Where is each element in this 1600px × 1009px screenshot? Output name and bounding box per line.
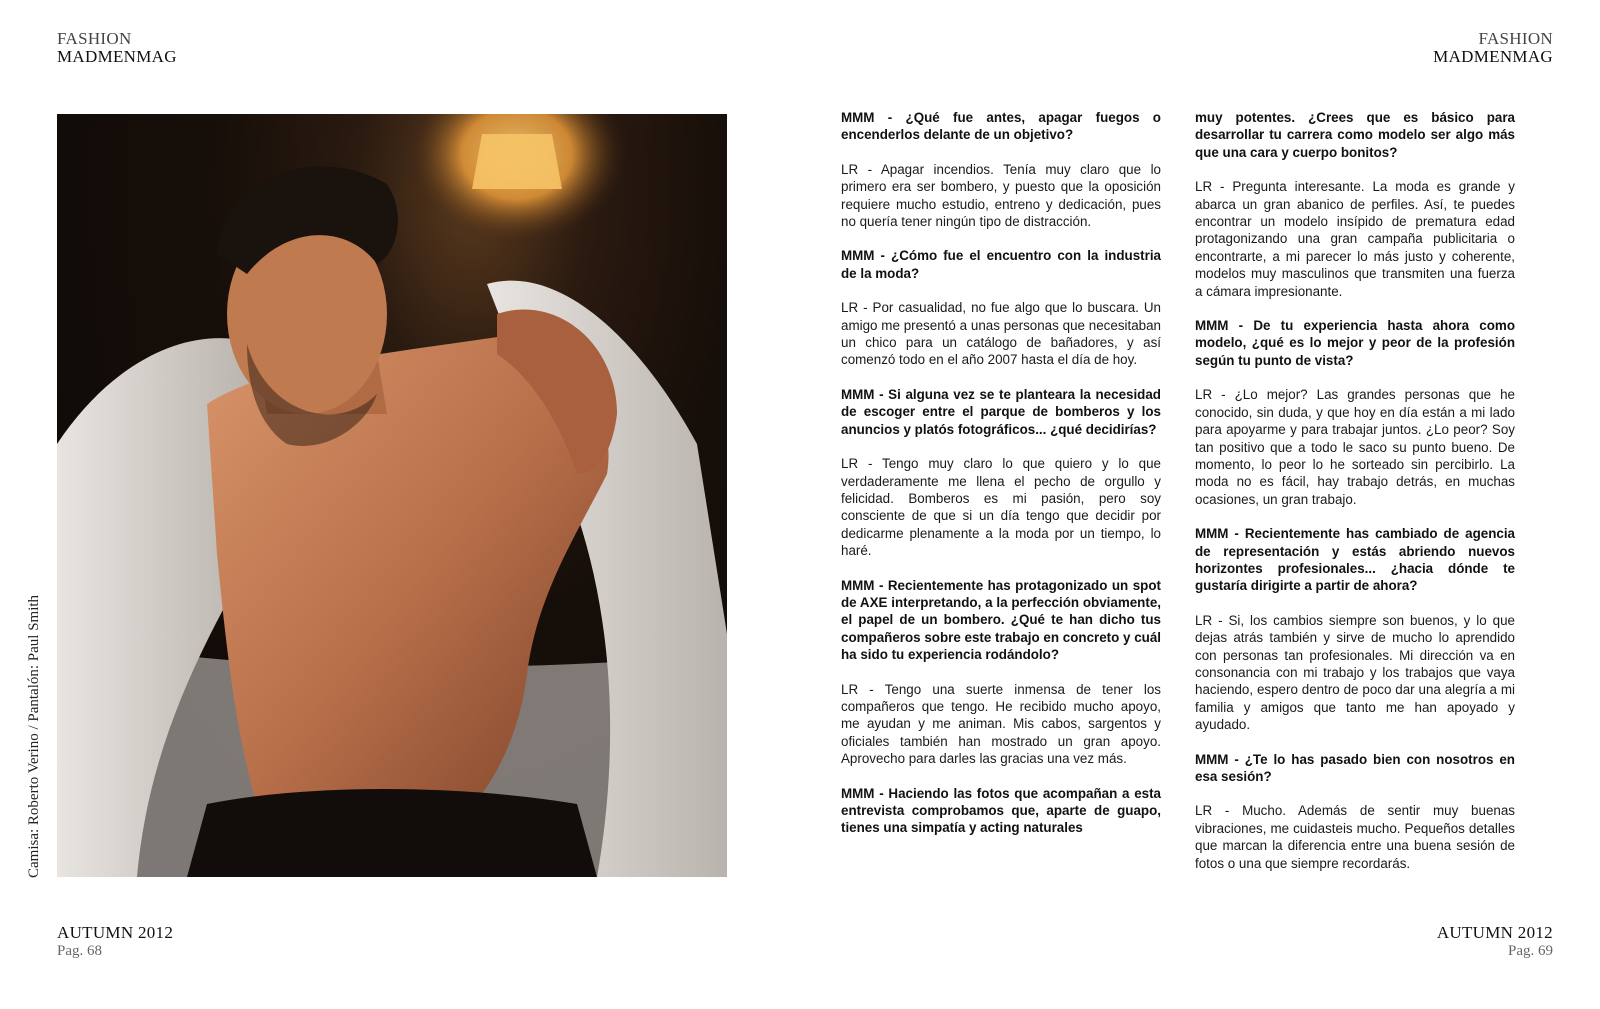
interview-question-continued: muy potentes. ¿Crees que es básico para desarrollar tu carrera como modelo ser algo más que una cara y cuerpo bonitos? [1195, 110, 1515, 160]
interview-question: MMM - ¿Te lo has pasado bien con nosotros en esa sesión? [1195, 751, 1515, 784]
right-page-footer [1437, 924, 1553, 960]
interview-question: MMM - De tu experiencia hasta ahora como modelo, ¿qué es lo mejor y peor de la profesión según tu punto de vista? [1195, 318, 1515, 368]
article-column-2 [1195, 109, 1515, 889]
interview-answer: LR - ¿Lo mejor? Las grandes personas que he conocido, sin duda, y que hoy en día están a mi lado para apoyarme y para trabajar juntos. ¿Lo peor? Soy tan positivo que a todo le saco su punto bueno. De momento, lo peor lo he sorteado sin percibirlo. La moda no es fácil, hay trabajo detrás, en muchas ocasiones, un gran trabajo. [1195, 387, 1515, 507]
interview-question: MMM - Si alguna vez se te planteara la necesidad de escoger entre el parque de bomberos y los anuncios y platós fotográficos... ¿qué decidirías? [841, 386, 1161, 437]
model-photo [57, 114, 727, 877]
interview-answer: LR - Apagar incendios. Tenía muy claro que lo primero era ser bombero, y puesto que la oposición requiere mucho estudio, entreno y dedicación, pues no quería tener ningún tipo de distracción. [841, 161, 1161, 230]
article-column-1 [841, 109, 1161, 854]
interview-question: MMM - Haciendo las fotos que acompañan a esta entrevista comprobamos que, aparte de guapo, tienes una simpatía y acting naturales [841, 785, 1161, 836]
page-number: Pag. 69 [1508, 943, 1553, 959]
interview-question: MMM - ¿Cómo fue el encuentro con la industria de la moda? [841, 248, 1161, 281]
interview-question: MMM - Recientemente has cambiado de agencia de representación y estás abriendo nuevos horizontes profesionales... ¿hacia dónde te gustaría dirigirte a partir de ahora? [1195, 526, 1515, 594]
interview-answer: LR - Si, los cambios siempre son buenos, y lo que dejas atrás también y sirve de mucho lo aprendido con personas tan profesionales. Mi dirección va en consonancia con mi trabajo y los trabajos que vaya haciendo, espero dentro de poco dar una alegría a mi familia y amigos que tanto me han apoyado y ayudado. [1195, 612, 1515, 733]
interview-answer: LR - Tengo muy claro lo que quiero y lo que verdaderamente me llena el pecho de orgullo y felicidad. Bomberos es mi pasión, pero soy consciente de que si un día tengo que decidir por dedicarme plenamente a la moda por un tiempo, lo haré. [841, 456, 1161, 559]
issue-season: AUTUMN 2012 [57, 923, 174, 942]
photo-credit: Camisa: Roberto Verino / Pantalón: Paul Smith [26, 594, 42, 878]
interview-answer: LR - Tengo una suerte inmensa de tener los compañeros que tengo. He recibido mucho apoyo, me ayudan y me animan. Mis cabos, sargentos y oficiales también han mostrado un gran apoyo. Aprovecho para darles las gracias una vez más. [841, 681, 1161, 767]
interview-answer: LR - Mucho. Además de sentir muy buenas vibraciones, me cuidasteis mucho. Pequeños detalles que marcan la diferencia entre una buena sesión de fotos o una que siempre recordarás. [1195, 803, 1515, 871]
left-page-footer [57, 924, 173, 960]
left-page-header [57, 30, 177, 66]
issue-season: AUTUMN 2012 [1436, 923, 1553, 942]
model-photo-illustration [57, 114, 727, 877]
magazine-name: MADMENMAG [57, 47, 177, 66]
section-label: FASHION [57, 29, 132, 48]
section-label: FASHION [1478, 29, 1553, 48]
right-page-header [1433, 30, 1553, 66]
interview-answer: LR - Pregunta interesante. La moda es grande y abarca un gran abanico de perfiles. Así, te puedes encontrar un modelo insípido de prematura edad protagonizando una gran campaña publicitaria o encontrarte, a mi parecer lo más justo y coherente, modelos muy masculinos que transmiten una fuerza a cámara impresionante. [1195, 179, 1515, 299]
page-number: Pag. 68 [57, 943, 102, 959]
interview-question: MMM - Recientemente has protagonizado un spot de AXE interpretando, a la perfección obviamente, el papel de un bombero. ¿Qué te han dicho tus compañeros sobre este trabajo en concreto y cuál ha sido tu experiencia rodándolo? [841, 577, 1161, 663]
interview-question: MMM - ¿Qué fue antes, apagar fuegos o encenderlos delante de un objetivo? [841, 110, 1161, 143]
magazine-name: MADMENMAG [1433, 47, 1553, 66]
interview-answer: LR - Por casualidad, no fue algo que lo buscara. Un amigo me presentó a unas personas que necesitaban un chico para un catálogo de bañadores, y así comenzó todo en el año 2007 hasta el día de hoy. [841, 300, 1161, 368]
